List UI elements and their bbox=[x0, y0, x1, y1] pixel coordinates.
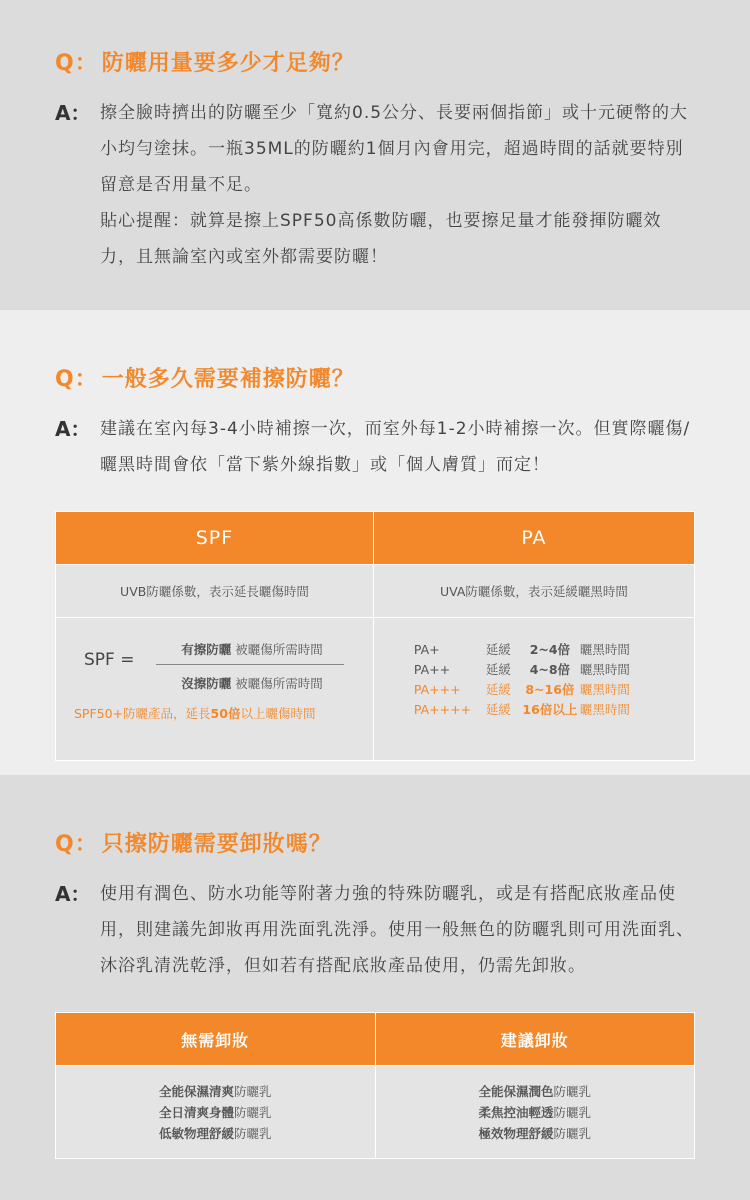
answer-prefix: A： bbox=[55, 101, 91, 125]
fraction-line bbox=[156, 664, 344, 665]
product-item: 低敏物理舒緩防曬乳 bbox=[158, 1125, 272, 1141]
answer-text: 使用有潤色、防水功能等附著力強的特殊防曬乳，或是有搭配底妝產品使用，則建議先卸妝再用洗面乳洗淨。使用一般無色的防曬乳則可用洗面乳、沐浴乳清洗乾淨，但如若有搭配底妝產品使用，仍需先卸妝。 bbox=[100, 884, 694, 976]
tip-text: 貼心提醒：就算是擦上SPF50高係數防曬，也要擦足量才能發揮防曬效力，且無論室內或室外都需要防曬！ bbox=[100, 211, 662, 267]
question-heading bbox=[55, 362, 695, 393]
faq-section-makeup-removal bbox=[0, 775, 750, 1200]
pa-description: UVA防曬係數，表示延緩曬黑時間 bbox=[373, 565, 694, 618]
no-removal-products bbox=[56, 1066, 376, 1159]
answer-body bbox=[100, 876, 695, 984]
question-text: 防曬用量要多少才足夠？ bbox=[101, 51, 355, 76]
answer-text: 建議在室內每3-4小時補擦一次，而室外每1-2小時補擦一次。但實際曬傷/曬黑時間會依「當下紫外線指數」或「個人膚質」而定！ bbox=[100, 419, 691, 475]
question-text: 一般多久需要補擦防曬？ bbox=[101, 367, 355, 392]
answer-text: 擦全臉時擠出的防曬至少「寬約0.5公分、長要兩個指節」或十元硬幣的大小均勻塗抹。一瓶35ML的防曬約1個月內會用完，超過時間的話就要特別留意是否用量不足。 bbox=[100, 103, 689, 195]
faq-section-usage-amount bbox=[0, 0, 750, 310]
question-heading bbox=[55, 827, 695, 858]
answer-block bbox=[55, 97, 695, 275]
spf-formula-cell bbox=[56, 618, 374, 761]
answer-prefix: A： bbox=[55, 882, 91, 906]
pa-level-row: PA+++ 延緩 8~16倍 曬黑時間 bbox=[413, 682, 630, 697]
makeup-removal-table bbox=[55, 1012, 695, 1159]
question-prefix: Q： bbox=[55, 367, 98, 392]
pa-level-row: PA+ 延緩 2~4倍 曬黑時間 bbox=[413, 642, 630, 657]
answer-body bbox=[100, 411, 695, 483]
spf-description: UVB防曬係數，表示延長曬傷時間 bbox=[56, 565, 374, 618]
removal-advised-products bbox=[375, 1066, 695, 1159]
product-item: 極效物理舒緩防曬乳 bbox=[478, 1125, 592, 1141]
header-no-removal: 無需卸妝 bbox=[56, 1013, 376, 1066]
product-item: 全能保濕潤色防曬乳 bbox=[478, 1083, 592, 1099]
product-item: 全日清爽身體防曬乳 bbox=[158, 1104, 272, 1120]
answer-block bbox=[55, 413, 695, 483]
product-item: 柔焦控油輕透防曬乳 bbox=[478, 1104, 592, 1120]
question-prefix: Q： bbox=[55, 832, 98, 857]
product-item: 全能保濕清爽防曬乳 bbox=[158, 1083, 272, 1099]
question-prefix: Q： bbox=[55, 51, 98, 76]
header-spf: SPF bbox=[56, 512, 374, 565]
answer-block bbox=[55, 878, 695, 984]
spf-pa-table bbox=[55, 511, 695, 761]
formula-numerator: 有擦防曬 被曬傷所需時間 bbox=[181, 642, 323, 657]
pa-level-row: PA++ 延緩 4~8倍 曬黑時間 bbox=[413, 662, 630, 677]
formula-denominator: 沒擦防曬 被曬傷所需時間 bbox=[181, 676, 323, 691]
header-removal-advised: 建議卸妝 bbox=[375, 1013, 695, 1066]
header-pa: PA bbox=[373, 512, 694, 565]
question-text: 只擦防曬需要卸妝嗎？ bbox=[101, 832, 332, 857]
spf-equals-label: SPF = bbox=[84, 650, 135, 670]
spf50-note: SPF50+防曬產品，延長50倍以上曬傷時間 bbox=[74, 706, 316, 721]
pa-level-row: PA++++ 延緩 16倍以上 曬黑時間 bbox=[413, 702, 630, 717]
answer-prefix: A： bbox=[55, 417, 91, 441]
question-heading bbox=[55, 46, 695, 77]
pa-levels-cell bbox=[373, 618, 694, 761]
faq-section-reapply bbox=[0, 310, 750, 775]
answer-body bbox=[100, 95, 695, 275]
